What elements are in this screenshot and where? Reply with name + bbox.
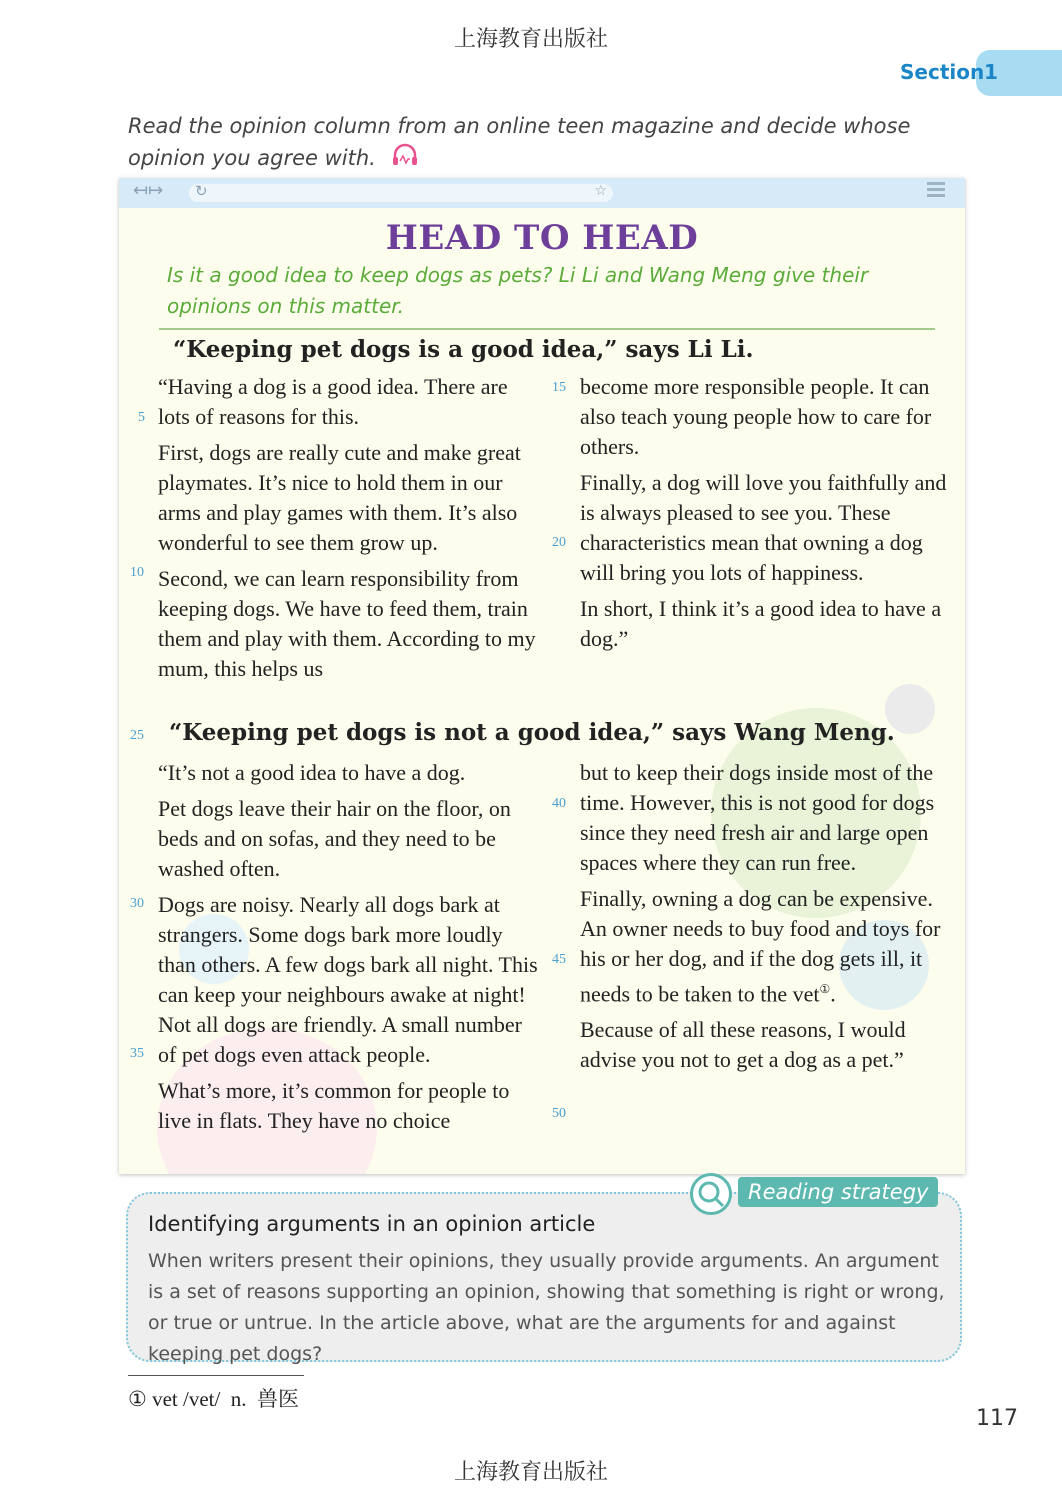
star-icon[interactable]: ☆	[594, 183, 607, 199]
line-number: 10	[130, 565, 144, 580]
browser-toolbar	[119, 178, 965, 208]
title-divider	[159, 328, 935, 330]
section-number: 1	[984, 60, 998, 84]
footnote-marker: ①	[128, 1387, 147, 1411]
wang-meng-heading: “Keeping pet dogs is not a good idea,” says Wang Meng.	[169, 719, 895, 746]
publisher-footer: 上海教育出版社	[453, 1460, 608, 1485]
instruction-text: Read the opinion column from an online teen magazine and decide whose opinion you agree with.	[128, 114, 911, 170]
paragraph: Pet dogs leave their hair on the floor, on beds and on sofas, and they need to be washed often.	[158, 796, 511, 881]
period: .	[830, 981, 836, 1007]
paragraph: “Having a dog is a good idea. There are lots of reasons for this.	[158, 374, 508, 429]
wang-meng-right-column	[580, 758, 960, 1081]
line-number: 20	[552, 535, 566, 550]
line-number: 45	[552, 952, 566, 967]
footnote-ref[interactable]: ①	[819, 982, 831, 996]
paragraph: First, dogs are really cute and make great playmates. It’s nice to hold them in our arms and play games with them. It’s also wonderful to see them grow up.	[158, 440, 521, 555]
browser-window	[119, 178, 965, 1174]
reading-strategy-box	[126, 1192, 962, 1365]
strategy-title: Identifying arguments in an opinion article	[148, 1212, 596, 1236]
reload-icon[interactable]: ↻	[195, 182, 208, 200]
line-number: 5	[138, 410, 145, 425]
wang-meng-left-column	[158, 758, 538, 1142]
paragraph-text: Finally, owning a dog can be expensive. An owner needs to buy food and toys for his or her dog, and if the dog gets ill, it needs to be taken to the vet	[580, 886, 941, 1007]
line-number: 25	[130, 728, 144, 743]
paragraph: become more responsible people. It can also teach young people how to care for others.	[580, 374, 932, 459]
strategy-text: When writers present their opinions, they usually provide arguments. An argument is a set of reasons supporting an opinion, showing that something is right or wrong, or true or untrue. In the article above, what are the arguments for and against keeping pet dogs?	[148, 1250, 945, 1365]
paragraph: Finally, a dog will love you faithfully and is always pleased to see you. These characteristics mean that owning a dog will bring you lots of happiness.	[580, 470, 947, 585]
reading-strategy-tag: Reading strategy	[738, 1177, 938, 1207]
line-number: 35	[130, 1046, 144, 1061]
paragraph: Because of all these reasons, I would advise you not to get a dog as a pet.”	[580, 1017, 906, 1073]
li-li-right-column	[580, 372, 956, 660]
article-subtitle: Is it a good idea to keep dogs as pets? Li Li and Wang Meng give their opinions on this matter.	[167, 263, 869, 318]
publisher-header: 上海教育出版社	[453, 27, 608, 52]
paragraph: but to keep their dogs inside most of the time. However, this is not good for dogs since they need fresh air and large open spaces where they can run free.	[580, 760, 935, 875]
paragraph: Second, we can learn responsibility from keeping dogs. We have to feed them, train them and play with them. According to my mum, this helps us	[158, 566, 536, 681]
li-li-left-column	[158, 372, 538, 690]
footnote-divider	[128, 1375, 304, 1376]
url-bar[interactable]	[189, 184, 613, 202]
line-number: 15	[552, 380, 566, 395]
paragraph: “It’s not a good idea to have a dog.	[158, 760, 466, 785]
article-title: HEAD TO HEAD	[385, 218, 699, 258]
paragraph: Dogs are noisy. Nearly all dogs bark at strangers. Some dogs bark more loudly than others. A few dogs bark all night. This can keep your neighbours awake at night! Not all dogs are friendly. A small number of pet dogs even attack people.	[158, 892, 538, 1067]
section-label: Section	[900, 60, 985, 84]
paragraph	[580, 884, 960, 1009]
line-number: 40	[552, 796, 566, 811]
magnifier-icon	[690, 1173, 732, 1215]
li-li-heading: “Keeping pet dogs is a good idea,” says Li Li.	[173, 336, 754, 363]
line-number: 30	[130, 896, 144, 911]
line-number: 50	[552, 1106, 566, 1121]
menu-icon[interactable]	[927, 182, 945, 200]
headphones-icon[interactable]	[391, 143, 419, 176]
instruction	[128, 110, 958, 176]
paragraph: In short, I think it’s a good idea to have a dog.”	[580, 596, 942, 651]
back-forward-arrows-icon[interactable]: ↤↦	[133, 180, 164, 201]
footnote-text: vet /vet/ n. 兽医	[152, 1387, 300, 1411]
paragraph: What’s more, it’s common for people to live in flats. They have no choice	[158, 1078, 510, 1133]
footnote	[128, 1383, 299, 1413]
page-number: 117	[976, 1406, 1018, 1431]
